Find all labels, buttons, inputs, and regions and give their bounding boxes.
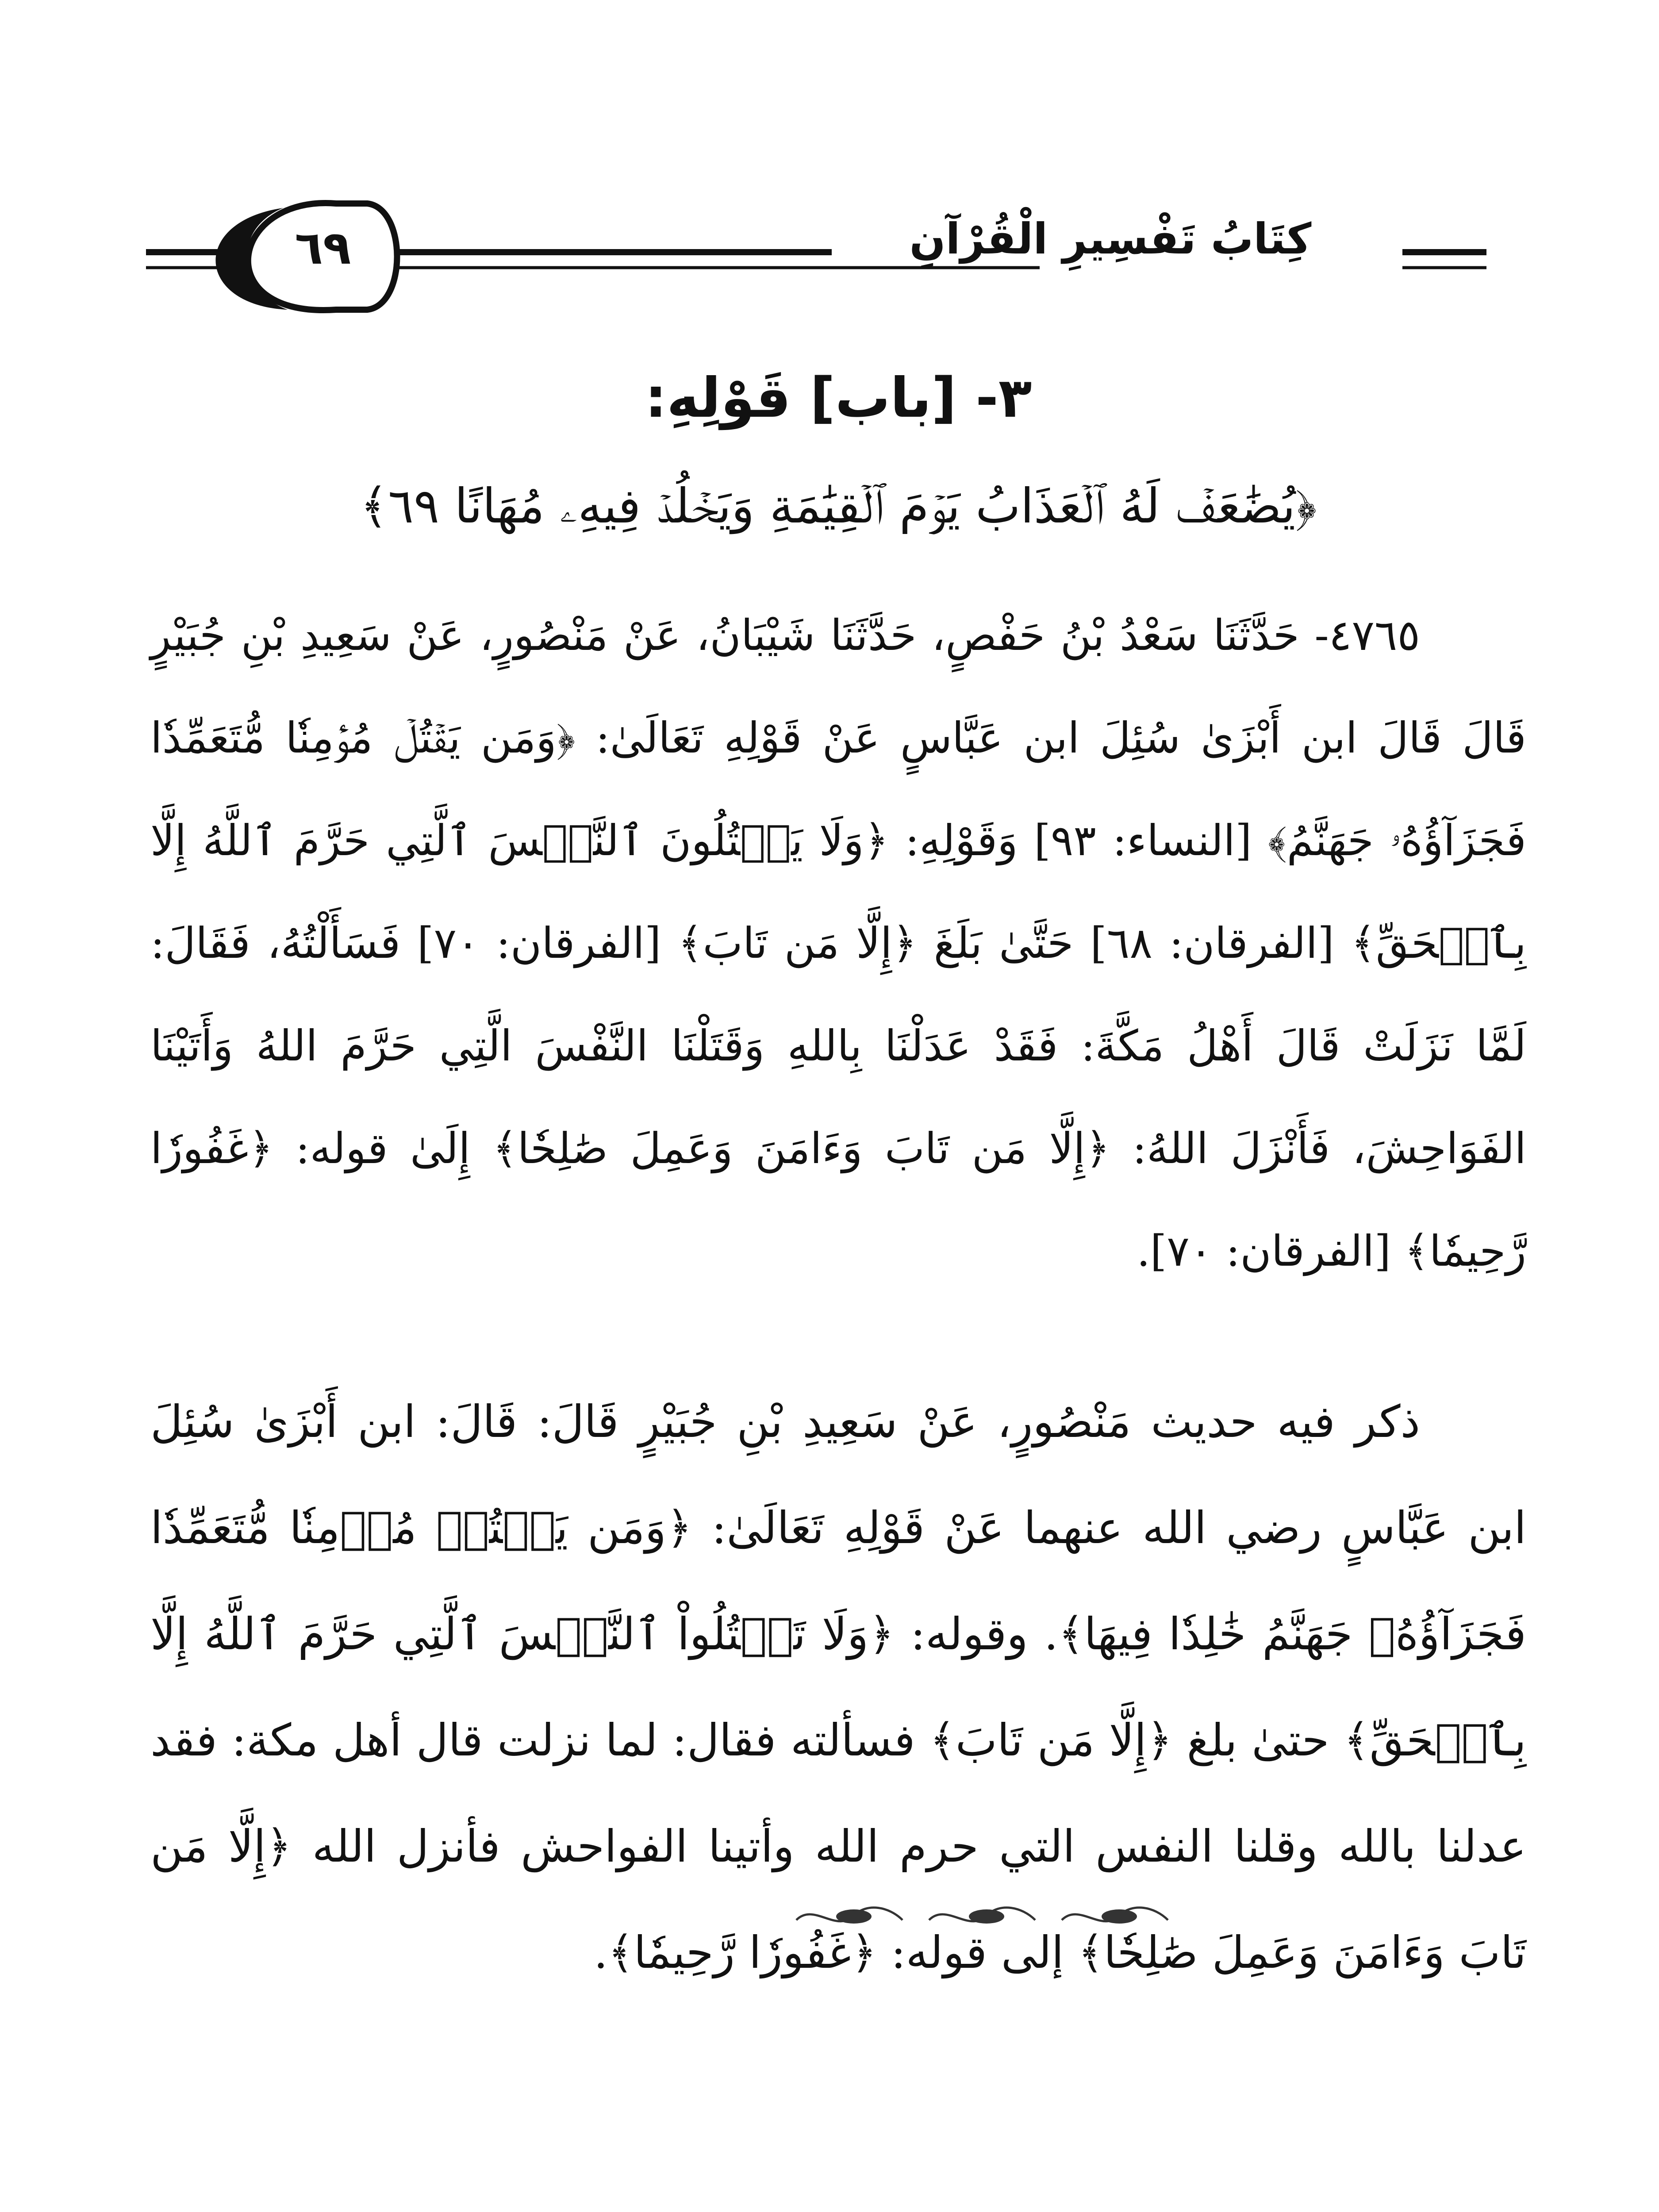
page-number: ٦٩ [295,221,351,275]
ornament-divider [787,1893,1186,1938]
page-header [0,0,1659,319]
section-heading: ٣- [باب] قَوْلِهِ: [645,366,1032,430]
book-title: كِتَابُ تَفْسِيرِ الْقُرْآنِ [832,212,1389,265]
commentary-paragraph: ذكر فيه حديث مَنْصُورٍ، عَنْ سَعِيدِ بْنِ جُبَيْرٍ قَالَ: قَالَ: ابن أَبْزَىٰ سُئِلَ ابن عَبَّاسٍ رضي الله عنهما عَنْ قَوْلِهِ تَعَالَىٰ: ﴿وَمَن يَقۡتُلۡ مُؤۡمِنٗا مُّتَعَمِّدٗا فَجَزَآؤُهُۥ جَهَنَّمُ خَٰلِدٗا فِيهَا﴾. وقوله: ﴿وَلَا تَقۡتُلُواْ ٱلنَّفۡسَ ٱلَّتِي حَرَّمَ ٱللَّهُ إِلَّا بِٱلۡحَقِّ﴾ حتىٰ بلغ ﴿إِلَّا مَن تَابَ﴾ فسألته فقال: لما نزلت قال أهل مكة: فقد عدلنا بالله وقلنا النفس التي حرم الله وأتينا الفواحش فأنزل الله ﴿إِلَّا مَن تَابَ وَءَامَنَ وَعَمِلَ صَٰلِحٗا﴾ إلى قوله: ﴿غَفُورٗا رَّحِيمٗا﴾. [150,1396,1526,1978]
hadith-paragraph: ٤٧٦٥- حَدَّثَنَا سَعْدُ بْنُ حَفْصٍ، حَدَّثَنَا شَيْبَانُ، عَنْ مَنْصُورٍ، عَنْ سَعِيدِ بْنِ جُبَيْرٍ قَالَ قَالَ ابن أَبْزَىٰ سُئِلَ ابن عَبَّاسٍ عَنْ قَوْلِهِ تَعَالَىٰ: ﴿وَمَن يَقۡتُلۡ مُؤۡمِنٗا مُّتَعَمِّدٗا فَجَزَآؤُهُۥ جَهَنَّمُ﴾ [النساء: ٩٣] وَقَوْلِهِ: ﴿وَلَا يَقۡتُلُونَ ٱلنَّفۡسَ ٱلَّتِي حَرَّمَ ٱللَّهُ إِلَّا بِٱلۡحَقِّ﴾ [الفرقان: ٦٨] حَتَّىٰ بَلَغَ ﴿إِلَّا مَن تَابَ﴾ [الفرقان: ٧٠] فَسَأَلْتُهُ، فَقَالَ: لَمَّا نَزَلَتْ قَالَ أَهْلُ مَكَّةَ: فَقَدْ عَدَلْنَا بِاللهِ وَقَتَلْنَا النَّفْسَ الَّتِي حَرَّمَ اللهُ وَأَتَيْنَا الفَوَاحِشَ، فَأَنْزَلَ اللهُ: ﴿إِلَّا مَن تَابَ وَءَامَنَ وَعَمِلَ صَٰلِحٗا﴾ إِلَىٰ قوله: ﴿غَفُورٗا رَّحِيمٗا﴾ [الفرقان: ٧٠]. [150,611,1527,1276]
verse-heading: ﴿يُضَٰعَفۡ لَهُ ٱلۡعَذَابُ يَوۡمَ ٱلۡقِيَٰمَةِ وَيَخۡلُدۡ فِيهِۦ مُهَانًا ٦٩﴾ [360,479,1317,534]
page-body [150,354,1526,2006]
